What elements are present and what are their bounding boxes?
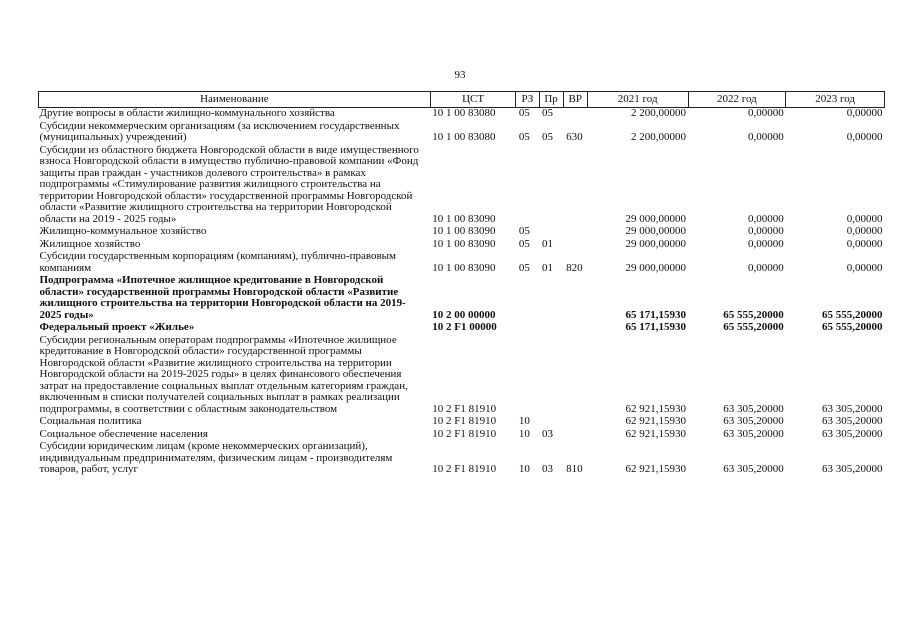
row-rz: 10 (518, 427, 530, 440)
row-pr: 03 (542, 427, 554, 440)
table-row (39, 251, 885, 275)
table-row (39, 226, 885, 239)
row-name: Федеральный проект «Жилье» (39, 321, 195, 333)
row-vr (563, 322, 587, 335)
row-2023: 0,00000 (846, 212, 883, 225)
row-2021: 2 200,00000 (631, 107, 687, 119)
row-2021: 2 200,00000 (631, 131, 687, 143)
row-vr (563, 429, 587, 442)
row-2023: 63 305,20000 (822, 427, 883, 440)
page-number: 93 (454, 69, 466, 81)
row-name: Субсидии государственным корпорациям (компаниям), публично-правовым компаниям (39, 250, 396, 274)
row-name: Подпрограмма «Ипотечное жилищное кредитование в Новгородской области» государственной программы Новгородской области «Развитие жилищного строительства на территории Новгородской области на 2019-2025 годы» (39, 274, 406, 321)
row-cst: 10 1 00 83080 (432, 131, 496, 143)
row-2023: 65 555,20000 (822, 321, 883, 333)
row-rz (516, 145, 539, 227)
row-vr (563, 226, 587, 239)
table-row (39, 322, 885, 335)
row-pr: 05 (542, 131, 554, 143)
header-2021: 2021 год (587, 92, 688, 108)
row-vr (563, 239, 587, 252)
row-cst: 10 1 00 83090 (432, 237, 496, 250)
table-body (39, 108, 885, 477)
header-rz: РЗ (516, 92, 539, 108)
row-rz: 10 (518, 463, 530, 475)
row-vr (563, 335, 587, 417)
row-cst: 10 1 00 83090 (432, 212, 496, 225)
row-name: Субсидии юридическим лицам (кроме некоммерческих организаций), индивидуальным предпринимателям, физическим лицам - производителям товаров, работ, услуг (39, 440, 393, 475)
row-pr (539, 335, 563, 417)
row-2022: 63 305,20000 (723, 415, 784, 427)
row-name: Субсидии некоммерческим организациям (за исключением государственных (муниципальных) учреждений) (39, 119, 400, 143)
row-rz: 05 (518, 225, 530, 237)
row-2022: 63 305,20000 (723, 463, 784, 475)
row-vr (563, 416, 587, 429)
row-cst: 10 2 F1 81910 (432, 427, 497, 440)
row-vr: 820 (566, 261, 583, 274)
row-cst: 10 2 00 00000 (432, 308, 496, 321)
row-2022: 65 555,20000 (723, 308, 784, 321)
budget-table (38, 91, 885, 477)
row-2021: 62 921,15930 (625, 402, 687, 415)
header-name: Наименование (39, 92, 431, 108)
header-pr: Пр (539, 92, 563, 108)
row-2022: 0,00000 (747, 107, 784, 119)
row-pr: 01 (542, 261, 554, 274)
row-rz (516, 322, 539, 335)
row-2023: 63 305,20000 (822, 463, 883, 475)
row-vr (563, 275, 587, 322)
row-vr: 810 (566, 463, 583, 475)
row-pr (539, 416, 563, 429)
row-cst: 10 2 F1 81910 (432, 415, 497, 427)
row-pr (539, 145, 563, 227)
row-name: Жилищное хозяйство (39, 237, 141, 250)
row-rz: 05 (518, 107, 530, 119)
row-name: Жилищно-коммунальное хозяйство (39, 225, 207, 237)
row-cst: 10 2 F1 81910 (432, 463, 497, 475)
table-header-row (39, 92, 885, 108)
row-2022: 63 305,20000 (723, 427, 784, 440)
row-2021: 62 921,15930 (625, 463, 687, 475)
row-2022: 0,00000 (747, 261, 784, 274)
row-2022: 0,00000 (747, 225, 784, 237)
row-rz: 05 (518, 237, 530, 250)
row-2022: 65 555,20000 (723, 321, 784, 333)
row-2023: 0,00000 (846, 225, 883, 237)
table-row (39, 416, 885, 429)
header-cst: ЦСТ (430, 92, 516, 108)
row-2023: 0,00000 (846, 107, 883, 119)
row-2021: 29 000,00000 (625, 237, 687, 250)
row-2022: 63 305,20000 (723, 402, 784, 415)
row-name: Социальная политика (39, 415, 142, 427)
header-2022: 2022 год (688, 92, 786, 108)
row-2023: 0,00000 (846, 131, 883, 143)
row-2021: 65 171,15930 (625, 321, 687, 333)
row-2021: 62 921,15930 (625, 427, 687, 440)
row-name: Субсидии региональным операторам подпрограммы «Ипотечное жилищное кредитование в Новгородской области» государственной программы Новгородской области «Развитие жилищного строительства на территории Новгородской области на 2019-2025 годы» в целях финансового обеспечения затрат на предоставление социальных выплат отдельным категориям граждан, включенным в списки получателей социальных выплат в рамках реализации подпрограммы, в соответствии с областным законодательством (39, 333, 408, 415)
row-rz (516, 275, 539, 322)
row-cst: 10 1 00 83080 (432, 107, 496, 119)
table-row (39, 108, 885, 121)
row-name: Социальное обеспечение населения (39, 427, 208, 440)
header-2023: 2023 год (786, 92, 885, 108)
table-row (39, 441, 885, 477)
row-2021: 29 000,00000 (625, 261, 687, 274)
header-vr: ВР (563, 92, 587, 108)
row-name: Другие вопросы в области жилищно-коммунального хозяйства (39, 107, 335, 119)
table-row (39, 121, 885, 145)
row-vr (563, 108, 587, 121)
row-pr: 01 (542, 237, 554, 250)
row-pr (539, 275, 563, 322)
row-2023: 63 305,20000 (822, 402, 883, 415)
row-pr (539, 322, 563, 335)
table-row (39, 145, 885, 227)
row-cst: 10 2 F1 00000 (432, 321, 497, 333)
row-pr: 05 (542, 107, 554, 119)
row-2022: 0,00000 (747, 131, 784, 143)
row-2022: 0,00000 (747, 237, 784, 250)
row-vr: 630 (566, 131, 583, 143)
row-2023: 63 305,20000 (822, 415, 883, 427)
row-rz: 05 (518, 261, 530, 274)
row-pr (539, 226, 563, 239)
table-row (39, 335, 885, 417)
row-2021: 29 000,00000 (625, 225, 687, 237)
row-cst: 10 1 00 83090 (432, 225, 496, 237)
row-2021: 62 921,15930 (625, 415, 687, 427)
table-row (39, 275, 885, 322)
row-2021: 29 000,00000 (625, 212, 687, 225)
row-2023: 65 555,20000 (822, 308, 883, 321)
row-rz (516, 335, 539, 417)
row-2023: 0,00000 (846, 261, 883, 274)
row-rz: 05 (518, 131, 530, 143)
row-pr: 03 (542, 463, 554, 475)
row-rz: 10 (518, 415, 530, 427)
row-name: Субсидии из областного бюджета Новгородской области в виде имущественного взноса Новгородской области в имущество публично-правовой компании «Фонд защиты прав граждан - участников долевого строительства» в рамках подпрограммы «Стимулирование развития жилищного строительства на территории Новгородской области» государственной программы Новгородской области «Развитие жилищного строительства на территории Новгородской области на 2019 - 2025 годы» (39, 143, 419, 225)
row-2022: 0,00000 (747, 212, 784, 225)
row-2021: 65 171,15930 (625, 308, 687, 321)
row-2023: 0,00000 (846, 237, 883, 250)
row-cst: 10 1 00 83090 (432, 261, 496, 274)
row-vr (563, 145, 587, 227)
row-cst: 10 2 F1 81910 (432, 402, 497, 415)
